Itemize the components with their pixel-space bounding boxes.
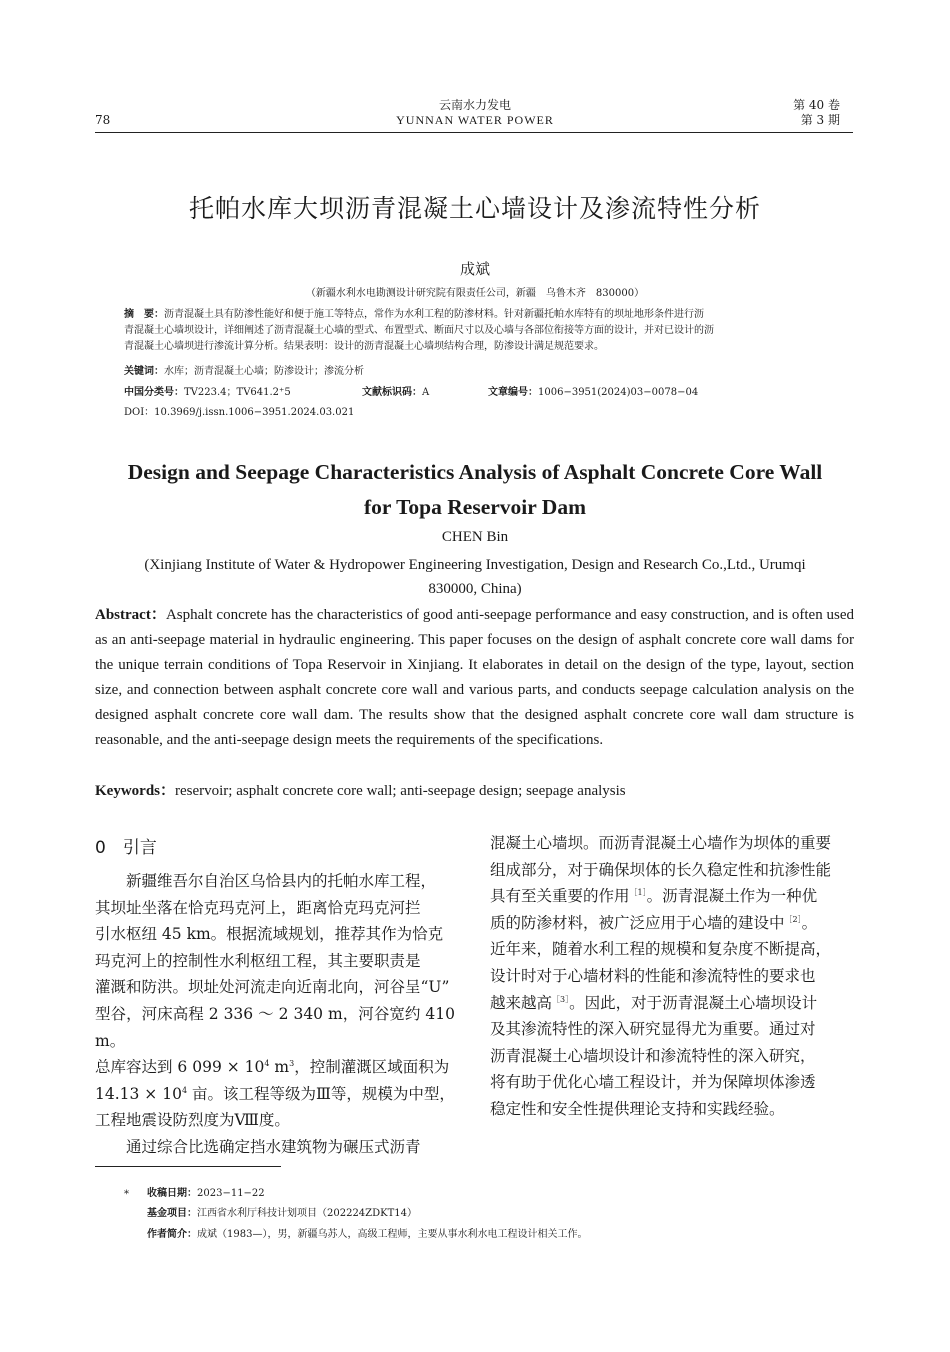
footnote-fund: 基金项目：江西省水利厅科技计划项目（202224ZDKT14） [147, 1208, 418, 1219]
body-line: 具有至关重要的作用$^{[1]}$。沥青混凝土作为一种优 [490, 887, 818, 906]
abstract-en [95, 603, 854, 753]
keywords-cn: 关键词：水库；沥青混凝土心墙；防渗设计；渗流分析 [124, 366, 364, 377]
abstract-cn-line: 沥青混凝土具有防渗性能好和便于施工等特点，常作为水利工程的防渗材料。针对新疆托帕水库特有的坝址地形条件进行沥 [164, 309, 704, 320]
body-line: 新疆维吾尔自治区乌恰县内的托帕水库工程， [126, 872, 437, 890]
body-line: 工程地震设防烈度为Ⅷ度。 [95, 1111, 290, 1130]
citation-ref[interactable]: ［2］ [784, 914, 802, 924]
page-title-cn: 托帕水库大坝沥青混凝土心墙设计及渗流特性分析 [188, 194, 761, 223]
article-number: 文章编号：1006−3951(2024)03−0078−04 [488, 387, 699, 398]
body-line: 近年来，随着水利工程的规模和复杂度不断提高， [490, 940, 832, 959]
citation-ref[interactable]: ［3］ [552, 994, 570, 1004]
body-line: 组成部分，对于确保坝体的长久稳定性和抗渗性能 [490, 860, 832, 879]
abstract-en-label: Abstract： [95, 607, 166, 623]
volume: 第 40 卷 [793, 98, 840, 112]
body-line: 设计时对于心墙材料的性能和渗流特性的要求也 [490, 966, 816, 985]
journal-name-cn: 云南水力发电 [438, 98, 511, 112]
body-line: 质的防渗材料，被广泛应用于心墙的建设中$^{[2]}$。 [490, 913, 818, 932]
page-number: 78 [95, 113, 111, 127]
affiliation-cn: （新疆水利水电勘测设计研究院有限责任公司，新疆 乌鲁木齐 830000） [305, 288, 645, 299]
body-line: 玛克河上的控制性水利枢纽工程，其主要职责是 [95, 951, 421, 970]
author-cn: 成斌 [459, 260, 490, 278]
issue: 第 3 期 [800, 113, 840, 127]
abstract-cn [124, 307, 854, 355]
body-line: 型谷，河床高程 2 336 ～ 2 340 m，河谷宽约 410 m。 [95, 1004, 455, 1050]
body-line: 通过综合比选确定挡水建筑物为碾压式沥青 [126, 1137, 421, 1156]
body-right-column [490, 830, 852, 1123]
body-line: 将有助于优化心墙工程设计，并为保障坝体渗透 [490, 1073, 816, 1092]
footnote-star: * [124, 1189, 129, 1200]
abstract-en-text: Asphalt concrete has the characteristics of good anti-seepage performance and easy construction, and is often used as an anti-seepage material in hydraulic engineering. This paper focuses on the design of asphalt concrete core wall dams for the unique terrain conditions of Topa Reservoir in Xinjiang. It elaborates in detail on the design of the type, layout, section size, and connection between asphalt concrete core wall and various parts, and conducts seepage calculation analysis on the designed asphalt concrete core wall dam. The results show that the designed asphalt concrete core wall dam structure is reasonable, and the anti-seepage design meets the requirements of the specifications. [95, 607, 854, 748]
journal-name-en: YUNNAN WATER POWER [396, 113, 554, 127]
document-code: 文献标识码：A [362, 387, 430, 398]
clc-number: 中国分类号：TV223.4；TV641.2⁺5 [124, 387, 291, 398]
body-line: 及其渗流特性的深入研究显得尤为重要。通过对 [490, 1020, 816, 1039]
body-line: 越来越高$^{[3]}$。因此，对于沥青混凝土心墙坝设计 [490, 993, 818, 1012]
body-line: 灌溉和防洪。坝址处河流走向近南北向，河谷呈“U” [95, 978, 450, 997]
doi: DOI：10.3969/j.issn.1006−3951.2024.03.021 [124, 407, 355, 418]
citation-ref[interactable]: ［1］ [629, 888, 647, 898]
body-line: 其坝址坐落在恰克玛克河上，距离恰克玛克河拦 [95, 898, 421, 917]
body-left-column [95, 868, 455, 1161]
header-rule [95, 132, 853, 133]
body-line: 沥青混凝土心墙坝设计和渗流特性的深入研究， [490, 1046, 816, 1065]
abstract-cn-line: 青混凝土心墙坝设计，详细阐述了沥青混凝土心墙的型式、布置型式、断面尺寸以及心墙与各部位衔接等方面的设计，并对已设计的沥 [124, 325, 714, 336]
body-line: 总库容达到 6 $099 \times 10^4$ $m^3$，控制灌溉区域面积为 [95, 1058, 450, 1077]
body-line: $14.13 \times 10^4$ 亩。该工程等级为Ⅲ等，规模为中型， [95, 1084, 455, 1103]
abstract-cn-label: 摘 要： [124, 309, 164, 320]
footnote-received: 收稿日期：2023−11−22 [147, 1188, 265, 1199]
body-line: 稳定性和安全性提供理论支持和实践经验。 [490, 1099, 785, 1118]
abstract-cn-line: 青混凝土心墙坝进行渗流计算分析。结果表明：设计的沥青混凝土心墙坝结构合理，防渗设计满足规范要求。 [124, 341, 604, 352]
keywords-en: Keywords：reservoir; asphalt concrete core wall; anti-seepage design; seepage analysis [95, 783, 626, 799]
footnote-rule [95, 1166, 281, 1167]
body-line: 混凝土心墙坝。而沥青混凝土心墙作为坝体的重要 [490, 834, 832, 852]
body-line: 引水枢纽 45 km。根据流域规划，推荐其作为恰克 [95, 925, 444, 944]
section-heading-intro: 0 引言 [95, 838, 157, 858]
page-title-en: Design and Seepage Characteristics Analysis of Asphalt Concrete Core Wall for Topa Reservoir Dam [127, 460, 823, 519]
affiliation-en: (Xinjiang Institute of Water & Hydropower Engineering Investigation, Design and Research Co.,Ltd., Urumqi 830000, China) [144, 557, 806, 597]
footnote-author: 作者简介：成斌（1983—），男，新疆乌苏人，高级工程师，主要从事水利水电工程设计相关工作。 [147, 1229, 588, 1240]
author-en: CHEN Bin [441, 529, 509, 545]
